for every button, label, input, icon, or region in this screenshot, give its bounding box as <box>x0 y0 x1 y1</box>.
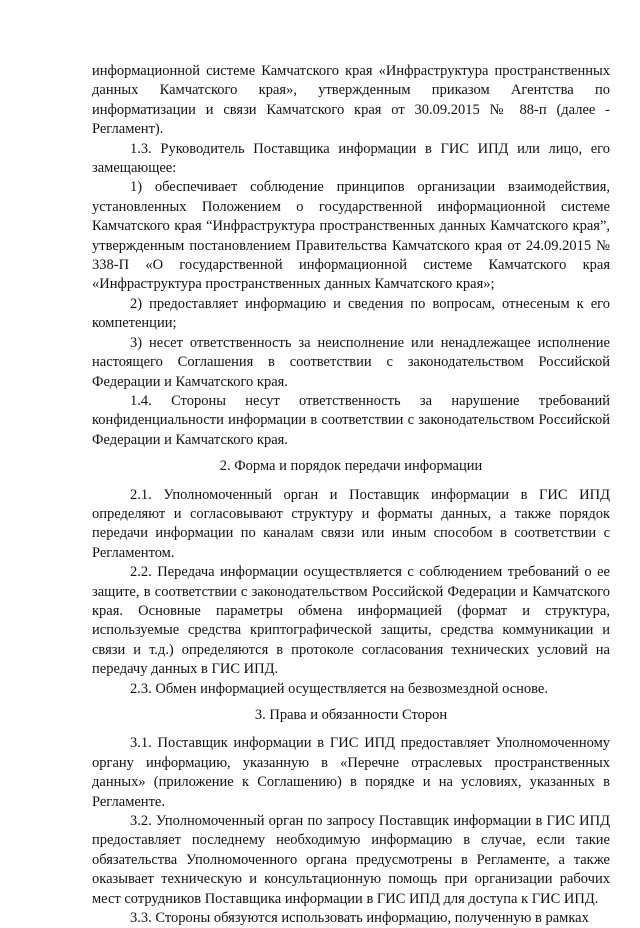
paragraph-2-3: 2.3. Обмен информацией осуществляется на безвозмездной основе. <box>130 680 548 697</box>
paragraph-1-4: 1.4. Стороны несут ответственность за нарушение требований конфиденциальности информации в соответствии с законодательством Российской Федерации и Камчатского края. <box>92 392 610 448</box>
paragraph-1-3: 1.3. Руководитель Поставщика информации в ГИС ИПД или лицо, его замещающее: <box>92 140 610 177</box>
paragraph-1-3-item-2: 2) предоставляет информацию и сведения по вопросам, отнесеным к его компетенции; <box>92 295 610 332</box>
paragraph-3-3: 3.3. Стороны обязуются использовать информацию, полученную в рамках <box>130 910 589 927</box>
paragraph-3-2: 3.2. Уполномоченный орган по запросу Поставщик информации в ГИС ИПД предоставляет последнему необходимую информацию в случае, если такие обязательства Уполномоченного органа предусмотрены в Регламенте, а также оказывает техническую и консультационную помощь при организации рабочих мест сотрудников Поставщика информации в ГИС ИПД для доступа к ГИС ИПД. <box>92 813 610 907</box>
paragraph-2-1: 2.1. Уполномоченный орган и Поставщик информации в ГИС ИПД определяют и согласовывают структуру и форматы данных, а также порядок передачи информации по каналам связи или иным способом в соответствии с Регламентом. <box>92 486 610 561</box>
document-page <box>92 62 610 928</box>
section-heading-3: 3. Права и обязанности Сторон <box>254 707 448 723</box>
paragraph-regulation-ref: информационной системе Камчатского края «Инфраструктура пространственных данных Камчатского края», утвержденным приказом Агентства по информатизации и связи Камчатского края от 30.09.2015 № 88-п (далее - Регламент). <box>92 63 610 138</box>
paragraph-1-3-item-3: 3) несет ответственность за неисполнение или ненадлежащее исполнение настоящего Соглашения в соответствии с законодательством Российской Федерации и Камчатского края. <box>92 334 610 390</box>
section-heading-2: 2. Форма и порядок передачи информации <box>219 458 483 475</box>
paragraph-1-3-item-1: 1) обеспечивает соблюдение принципов организации взаимодействия, установленных Положением о государственной информационной системе Камчатского края “Инфраструктура пространственных данных Камчатского края”, утвержденным постановлением Правительства Камчатского края от 24.09.2015 № 338-П «О государственной информационной системе Камчатского края «Инфраструктура пространственных данных Камчатского края»; <box>92 179 610 293</box>
paragraph-2-2: 2.2. Передача информации осуществляется с соблюдением требований о ее защите, в соответствии с законодательством Российской Федерации и Камчатского края. Основные параметры обмена информацией (формат и структура, используемые средства криптографической защиты, средства коммуникации и связи и т.д.) определяются в протоколе согласования технических условий на передачу данных в ГИС ИПД. <box>92 564 610 678</box>
paragraph-3-1: 3.1. Поставщик информации в ГИС ИПД предоставляет Уполномоченному органу информацию, указанную в «Перечне отраслевых пространственных данных» (приложение к Соглашению) в порядке и на условиях, указанных в Регламенте. <box>92 735 610 810</box>
